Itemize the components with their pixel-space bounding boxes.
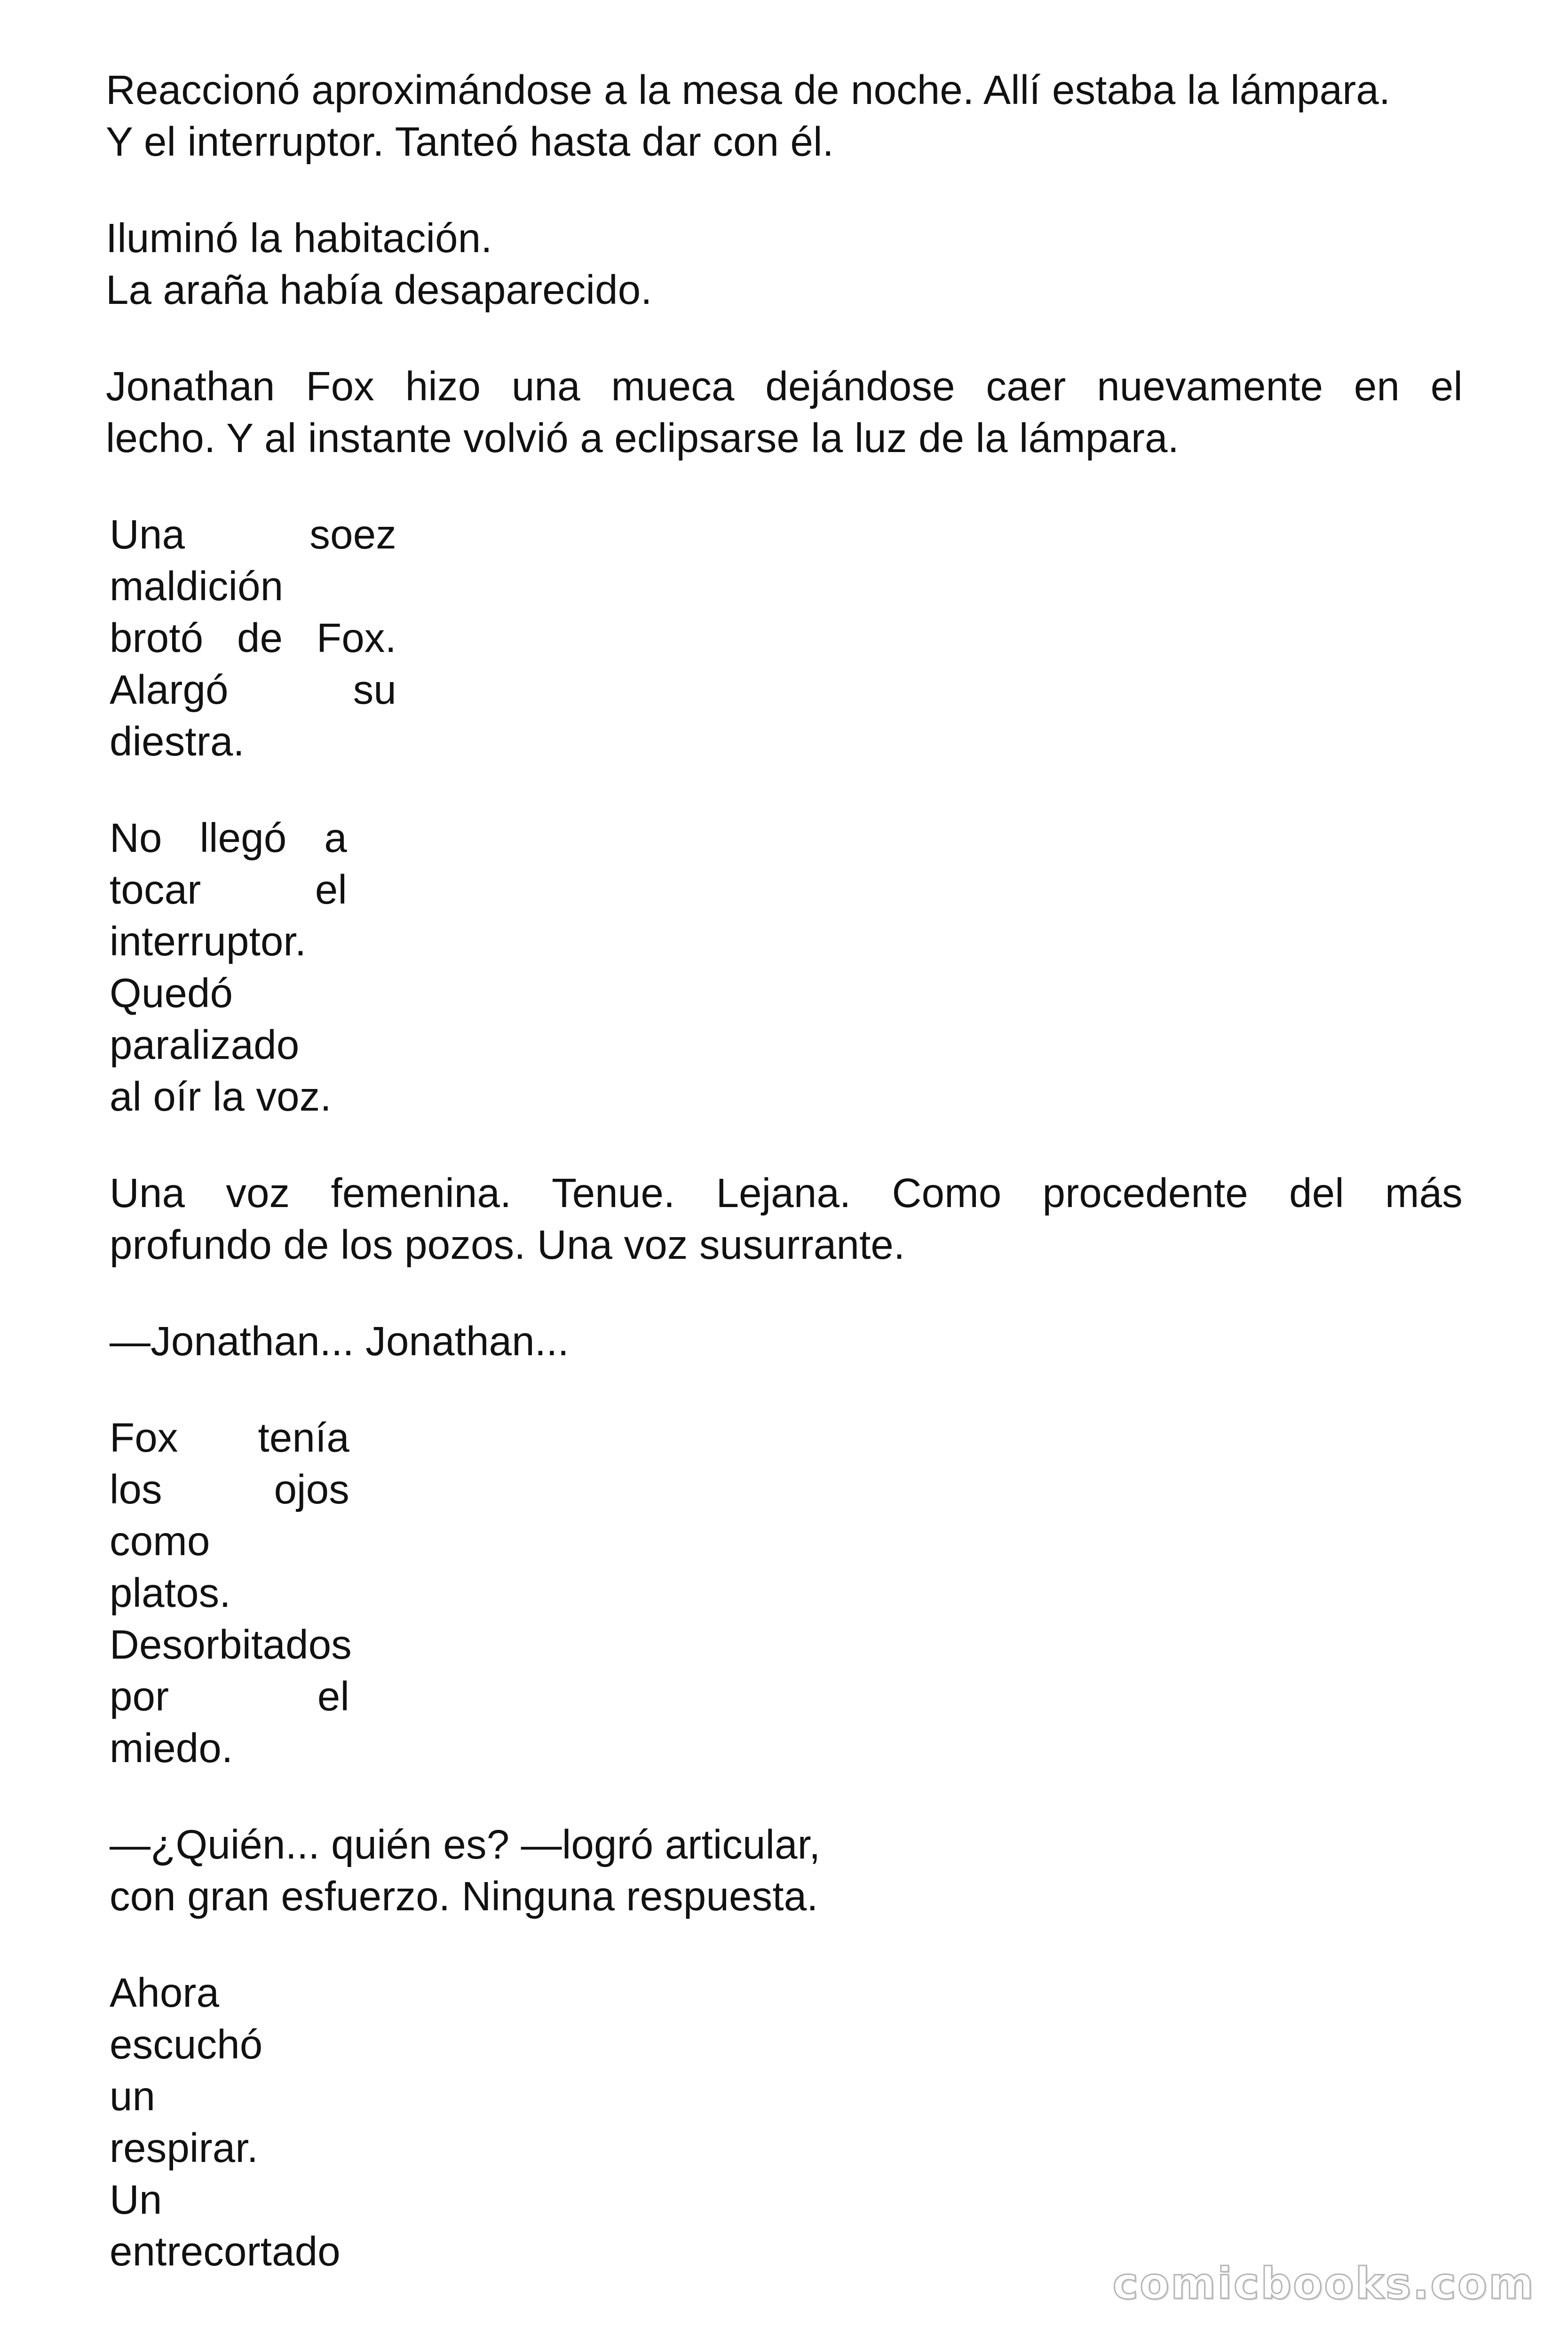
- text-line: Y el interruptor. Tanteó hasta dar con él.: [106, 119, 834, 165]
- text-line: Fox tenía: [110, 1415, 349, 1461]
- text-line: La araña había desaparecido.: [106, 267, 652, 313]
- text-line: platos.: [110, 1570, 231, 1616]
- text-line: escuchó: [110, 2022, 263, 2067]
- text-line: Un: [110, 2177, 162, 2223]
- text-line: por el: [110, 1674, 349, 1719]
- text-line: Desorbitados: [110, 1622, 352, 1668]
- paragraph-1: [106, 64, 1463, 168]
- text-line: No llegó a: [110, 815, 347, 861]
- text-line: Reaccionó aproximándose a la mesa de noche. Allí estaba la lámpara.: [106, 67, 1391, 113]
- text-line: Una voz femenina. Tenue. Lejana. Como procedente del más: [110, 1170, 1463, 1216]
- paragraph-10: [110, 1967, 1463, 2278]
- text-line: al oír la voz.: [110, 1074, 332, 1120]
- text-line: Jonathan Fox hizo una mueca dejándose caer nuevamente en el: [106, 364, 1463, 409]
- text-line: tocar el: [110, 867, 347, 913]
- text-line: lecho. Y al instante volvió a eclipsarse la luz de la lámpara.: [106, 415, 1180, 461]
- text-line: —¿Quién... quién es? —logró articular,: [110, 1822, 821, 1867]
- text-line: como: [110, 1518, 210, 1564]
- paragraph-9: [110, 1819, 1463, 1923]
- text-line: diestra.: [110, 719, 245, 764]
- text-line: Quedó: [110, 970, 233, 1016]
- text-line: interruptor.: [110, 919, 307, 964]
- paragraph-8: [110, 1412, 352, 1774]
- text-line: paralizado: [110, 1022, 300, 1068]
- text-line: Iluminó la habitación.: [106, 215, 492, 261]
- text-line: Ahora: [110, 1970, 220, 2016]
- text-line: Una soez: [110, 512, 396, 557]
- paragraph-7: [110, 1316, 1463, 1367]
- text-line: —Jonathan... Jonathan...: [110, 1319, 569, 1364]
- text-line: con gran esfuerzo. Ninguna respuesta.: [110, 1874, 818, 1919]
- text-line: brotó de Fox.: [110, 615, 396, 661]
- paragraph-6: [110, 1168, 1463, 1271]
- text-line: los ojos: [110, 1467, 349, 1512]
- paragraph-5: [110, 812, 347, 1123]
- paragraph-2: [106, 213, 1463, 316]
- text-line: maldición: [110, 564, 284, 609]
- watermark-logo: comicbooks.com: [1112, 2258, 1535, 2309]
- text-line: profundo de los pozos. Una voz susurrante.: [110, 1222, 905, 1268]
- text-line: miedo.: [110, 1725, 233, 1771]
- text-line: entrecortado: [110, 2229, 341, 2274]
- paragraph-3: [106, 361, 1463, 464]
- text-line: un: [110, 2074, 156, 2119]
- text-line: respirar.: [110, 2125, 259, 2171]
- text-line: Alargó su: [110, 667, 396, 713]
- paragraph-4: [110, 509, 396, 768]
